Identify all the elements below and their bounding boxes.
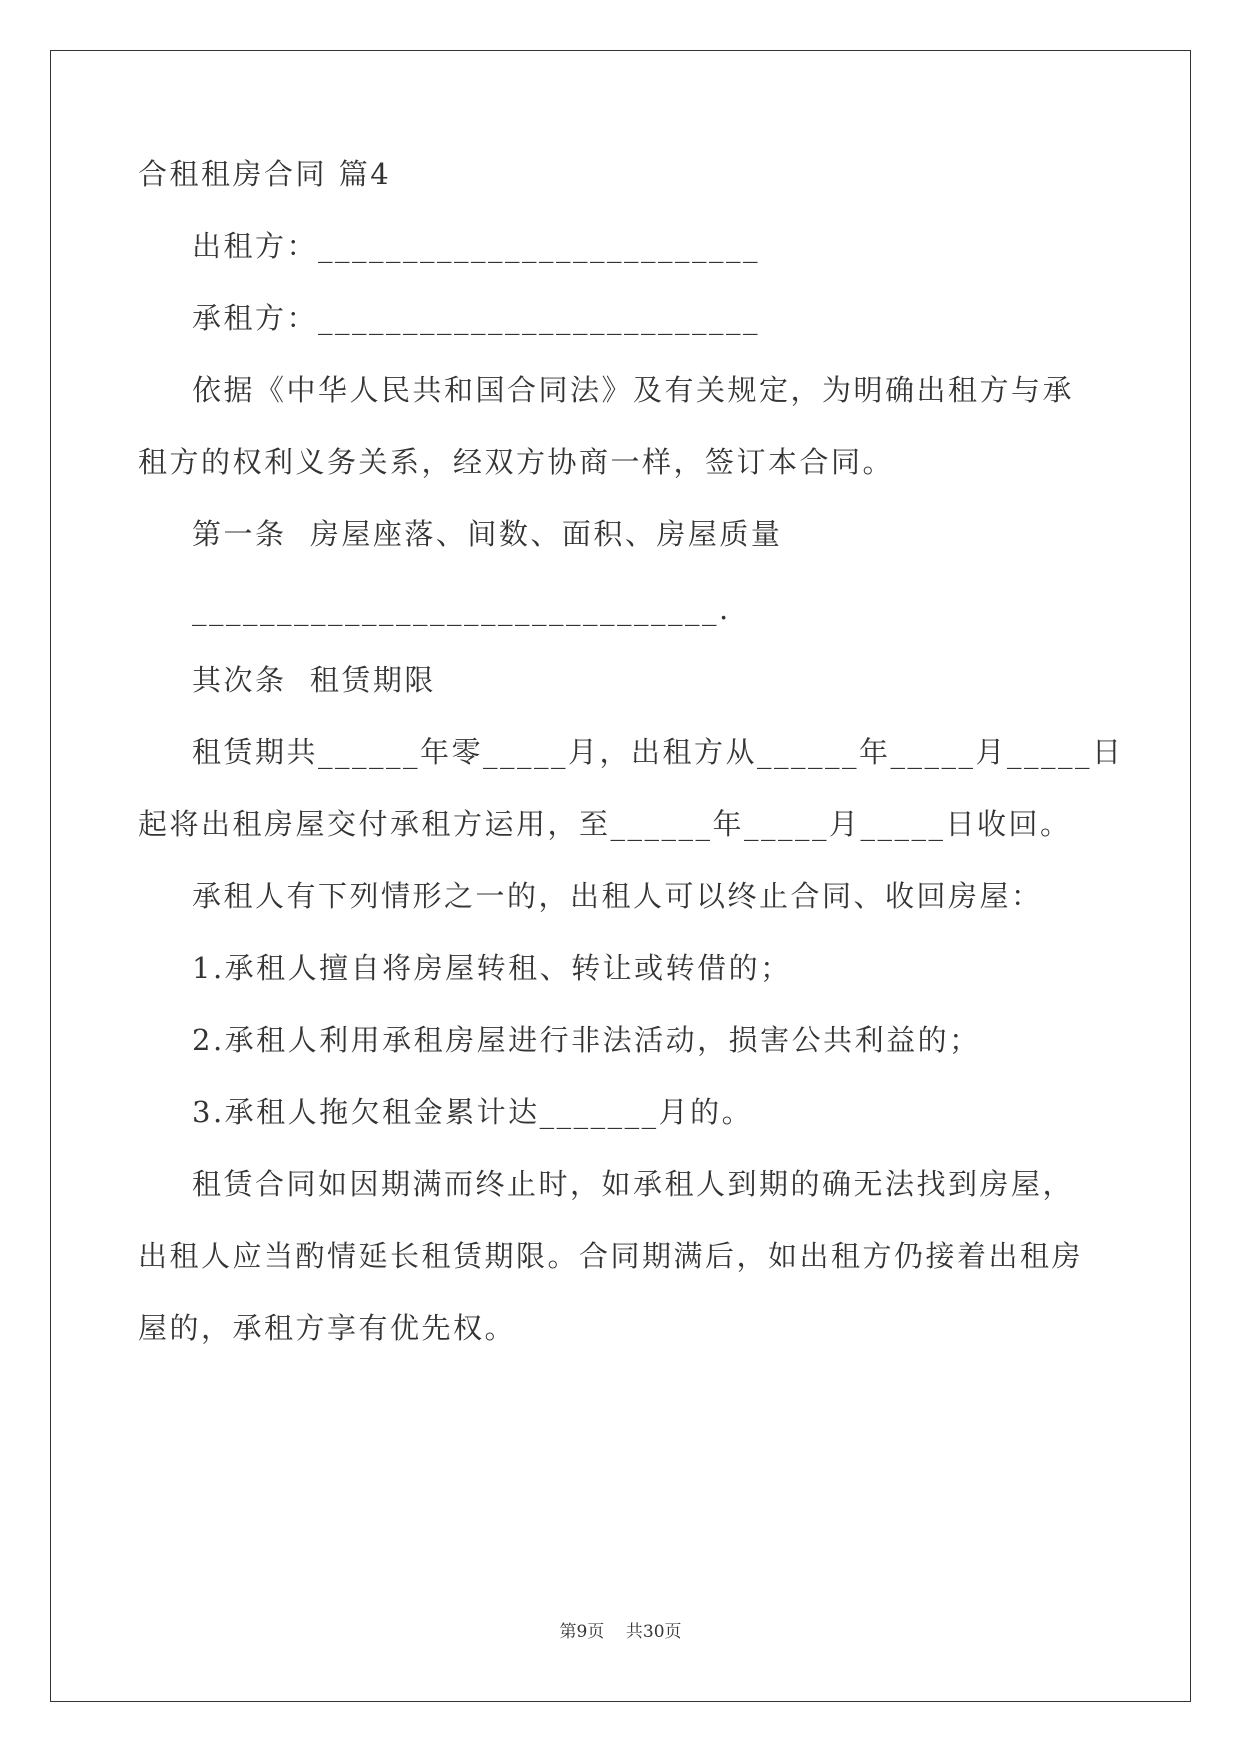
expiry-line-1: 租赁合同如因期满而终止时，如承租人到期的确无法找到房屋， bbox=[192, 1167, 1075, 1201]
termination-intro: 承租人有下列情形之一的，出租人可以终止合同、收回房屋： bbox=[192, 879, 1043, 913]
lessee-field: 承租方：__________________________ bbox=[192, 301, 761, 335]
page-border bbox=[50, 50, 1191, 1702]
lease-term-line-2: 起将出租房屋交付承租方运用，至______年_____月_____日收回。 bbox=[138, 807, 1072, 841]
document-title: 合租租房合同 篇4 bbox=[138, 157, 392, 191]
termination-item-1: 1.承租人擅自将房屋转租、转让或转借的； bbox=[192, 951, 792, 985]
expiry-line-2: 出租人应当酌情延长租赁期限。合同期满后，如出租方仍接着出租房 bbox=[138, 1239, 1084, 1273]
expiry-line-3: 屋的，承租方享有优先权。 bbox=[138, 1311, 517, 1345]
lease-term-line-1: 租赁期共______年零_____月，出租方从______年_____月_____日 bbox=[192, 735, 1124, 769]
article2-heading: 其次条 租赁期限 bbox=[192, 663, 436, 697]
article1-blank: _______________________________. bbox=[192, 592, 731, 626]
termination-item-3: 3.承租人拖欠租金累计达_______月的。 bbox=[192, 1095, 754, 1129]
intro-line-1: 依据《中华人民共和国合同法》及有关规定，为明确出租方与承 bbox=[192, 373, 1075, 407]
article1-heading: 第一条 房屋座落、间数、面积、房屋质量 bbox=[192, 517, 783, 551]
intro-line-2: 租方的权利义务关系，经双方协商一样，签订本合同。 bbox=[138, 445, 895, 479]
page-number: 第9页 共30页 bbox=[559, 1622, 682, 1642]
termination-item-2: 2.承租人利用承租房屋进行非法活动，损害公共利益的； bbox=[192, 1023, 981, 1057]
lessor-field: 出租方：__________________________ bbox=[192, 229, 761, 263]
